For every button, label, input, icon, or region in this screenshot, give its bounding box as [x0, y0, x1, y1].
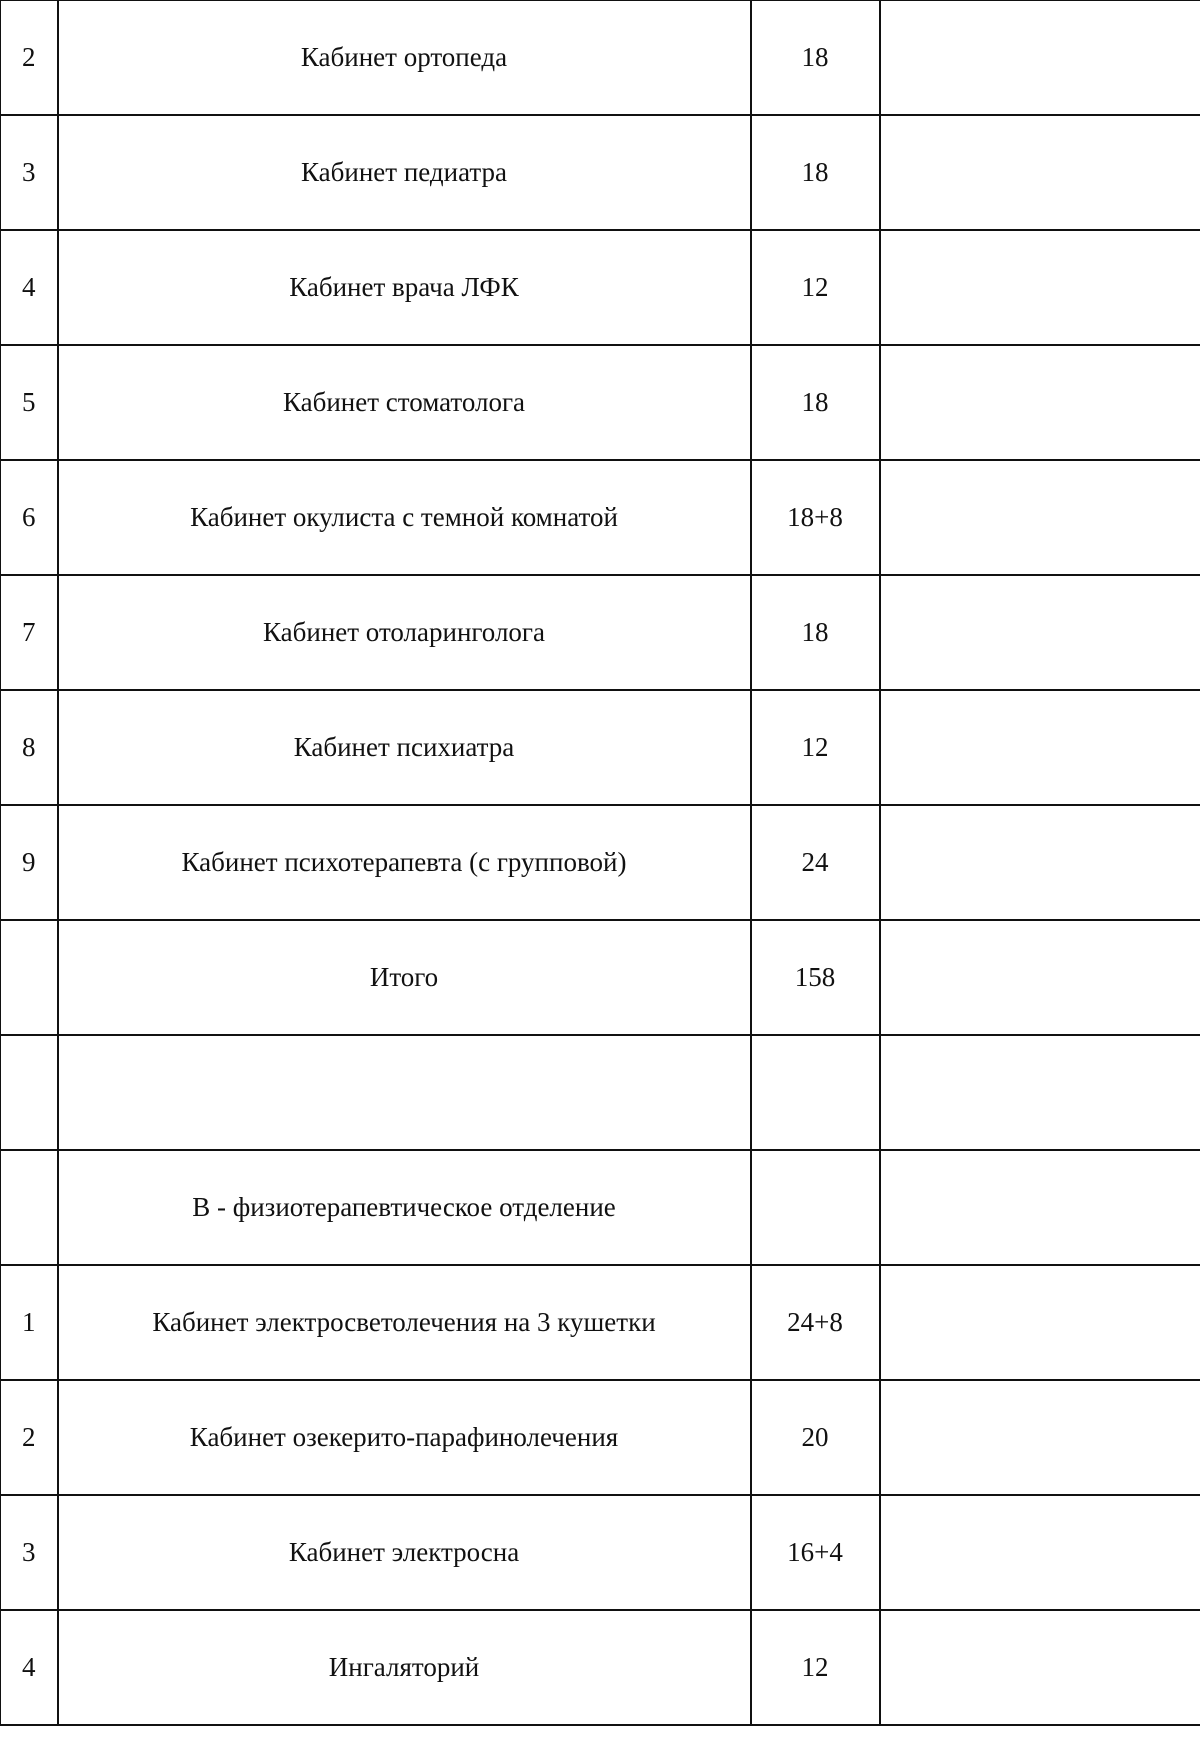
table-row [1, 1, 1200, 116]
row-number: 4 [1, 1610, 58, 1725]
row-number: 5 [1, 345, 58, 460]
table-row [1, 115, 1200, 230]
room-name: Кабинет стоматолога [58, 345, 751, 460]
room-area [751, 1035, 880, 1150]
room-name: Кабинет электросветолечения на 3 кушетки [58, 1265, 751, 1380]
room-note [880, 1610, 1200, 1725]
table-row [1, 1380, 1200, 1495]
table-row [1, 690, 1200, 805]
room-name: Кабинет озекерито-парафинолечения [58, 1380, 751, 1495]
room-note [880, 690, 1200, 805]
table-row [1, 1265, 1200, 1380]
row-number: 1 [1, 1265, 58, 1380]
row-number: 8 [1, 690, 58, 805]
room-area: 12 [751, 1610, 880, 1725]
table-row-empty [1, 1035, 1200, 1150]
room-area: 12 [751, 690, 880, 805]
room-area: 18 [751, 575, 880, 690]
row-number: 2 [1, 1, 58, 116]
room-area: 18 [751, 345, 880, 460]
room-area: 16+4 [751, 1495, 880, 1610]
section-title: В - физиотерапевтическое отделение [58, 1150, 751, 1265]
room-note [880, 1150, 1200, 1265]
room-area: 24 [751, 805, 880, 920]
room-name: Кабинет психотерапевта (с групповой) [58, 805, 751, 920]
total-label: Итого [58, 920, 751, 1035]
room-note [880, 115, 1200, 230]
room-area: 18+8 [751, 460, 880, 575]
row-number: 6 [1, 460, 58, 575]
row-number: 3 [1, 115, 58, 230]
room-area: 18 [751, 1, 880, 116]
table-row-section-header [1, 1150, 1200, 1265]
row-number: 2 [1, 1380, 58, 1495]
table-row [1, 575, 1200, 690]
room-note [880, 920, 1200, 1035]
room-area: 12 [751, 230, 880, 345]
room-name: Кабинет окулиста с темной комнатой [58, 460, 751, 575]
room-name: Кабинет ортопеда [58, 1, 751, 116]
room-note [880, 230, 1200, 345]
room-note [880, 1495, 1200, 1610]
room-note [880, 1265, 1200, 1380]
room-note [880, 345, 1200, 460]
room-area: 24+8 [751, 1265, 880, 1380]
room-name [58, 1035, 751, 1150]
row-number: 4 [1, 230, 58, 345]
table-row [1, 345, 1200, 460]
room-name: Кабинет отоларинголога [58, 575, 751, 690]
room-note [880, 460, 1200, 575]
room-area: 20 [751, 1380, 880, 1495]
row-number [1, 1035, 58, 1150]
room-name: Кабинет врача ЛФК [58, 230, 751, 345]
room-name: Кабинет электросна [58, 1495, 751, 1610]
room-name: Кабинет психиатра [58, 690, 751, 805]
room-area [751, 1150, 880, 1265]
room-note [880, 575, 1200, 690]
table-row [1, 805, 1200, 920]
row-number: 9 [1, 805, 58, 920]
row-number [1, 1150, 58, 1265]
room-name: Ингаляторий [58, 1610, 751, 1725]
row-number [1, 920, 58, 1035]
room-area: 18 [751, 115, 880, 230]
room-note [880, 1035, 1200, 1150]
table-row-total [1, 920, 1200, 1035]
total-area: 158 [751, 920, 880, 1035]
premises-table-body [1, 1, 1200, 1726]
room-note [880, 1, 1200, 116]
row-number: 7 [1, 575, 58, 690]
table-row [1, 1610, 1200, 1725]
table-row [1, 1495, 1200, 1610]
room-name: Кабинет педиатра [58, 115, 751, 230]
room-note [880, 805, 1200, 920]
table-row [1, 460, 1200, 575]
room-note [880, 1380, 1200, 1495]
table-row [1, 230, 1200, 345]
row-number: 3 [1, 1495, 58, 1610]
